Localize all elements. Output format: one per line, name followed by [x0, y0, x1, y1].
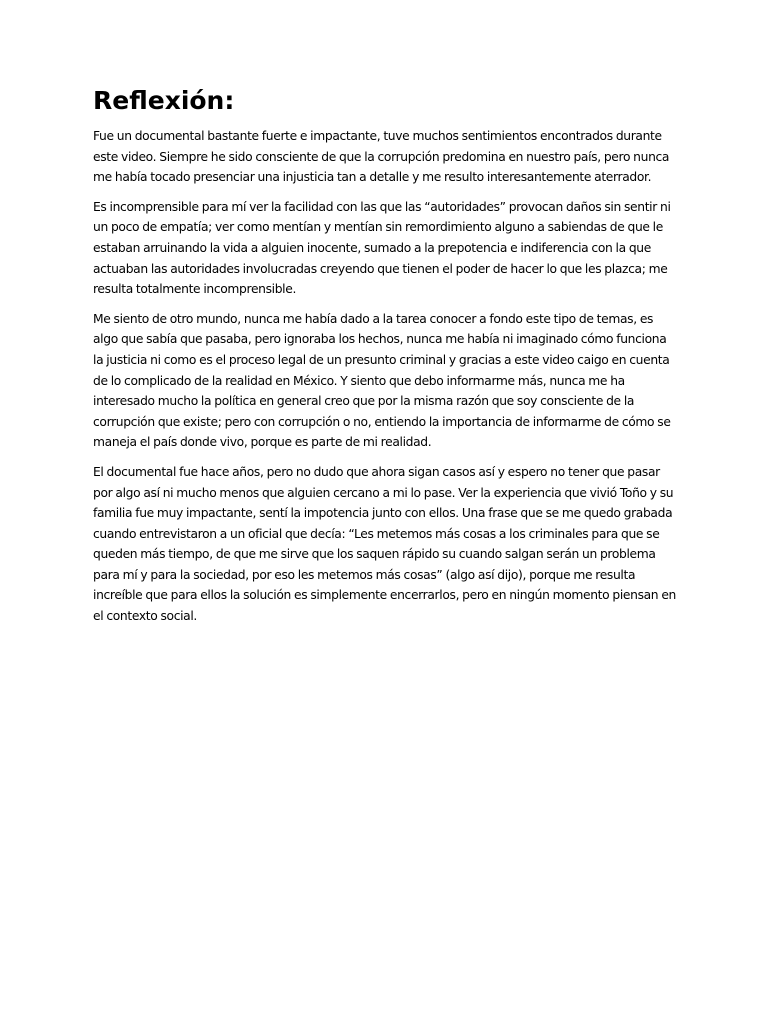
paragraph-2: Es incomprensible para mí ver la facilidad con las que las “autoridades” provocan daños sin sentir ni un poco de empatía; ver como mentían y mentían sin remordimiento alguno a sabiendas de que le estaban arruinando la vida a alguien inocente, sumado a la prepotencia e indiferencia con la que actuaban las autoridades involucradas creyendo que tienen el poder de hacer lo que les plazca; me resulta totalmente incomprensible. — [93, 199, 671, 297]
document-body — [93, 84, 679, 636]
paragraph-1: Fue un documental bastante fuerte e impactante, tuve muchos sentimientos encontrados durante este video. Siempre he sido consciente de que la corrupción predomina en nuestro país, pero nunca me había tocado presenciar una injusticia tan a detalle y me resulto interesantemente aterrador. — [93, 129, 670, 185]
document-title: Reflexión: — [93, 86, 235, 115]
paragraph-3: Me siento de otro mundo, nunca me había dado a la tarea conocer a fondo este tipo de temas, es algo que sabía que pasaba, pero ignoraba los hechos, nunca me había ni imaginado cómo funciona la justicia ni como es el proceso legal de un presunto criminal y gracias a este video caigo en cuenta de lo complicado de la realidad en México. Y siento que debo informarme más, nunca me ha interesado mucho la política en general creo que por la misma razón que soy consciente de la corrupción que existe; pero con corrupción o no, entiendo la importancia de informarme de cómo se maneja el país donde vivo, porque es parte de mi realidad. — [93, 311, 671, 450]
paragraph-4: El documental fue hace años, pero no dudo que ahora sigan casos así y espero no tener que pasar por algo así ni mucho menos que alguien cercano a mi lo pase. Ver la experiencia que vivió Toño y su familia fue muy impactante, sentí la impotencia junto con ellos. Una frase que se me quedo grabada cuando entrevistaron a un oficial que decía: “Les metemos más cosas a los criminales para que se queden más tiempo, de que me sirve que los saquen rápido su cuando salgan serán un problema para mí y para la sociedad, por eso les metemos más cosas” (algo así dijo), porque me resulta increíble que para ellos la solución es simplemente encerrarlos, pero en ningún momento piensan en el contexto social. — [93, 464, 676, 624]
